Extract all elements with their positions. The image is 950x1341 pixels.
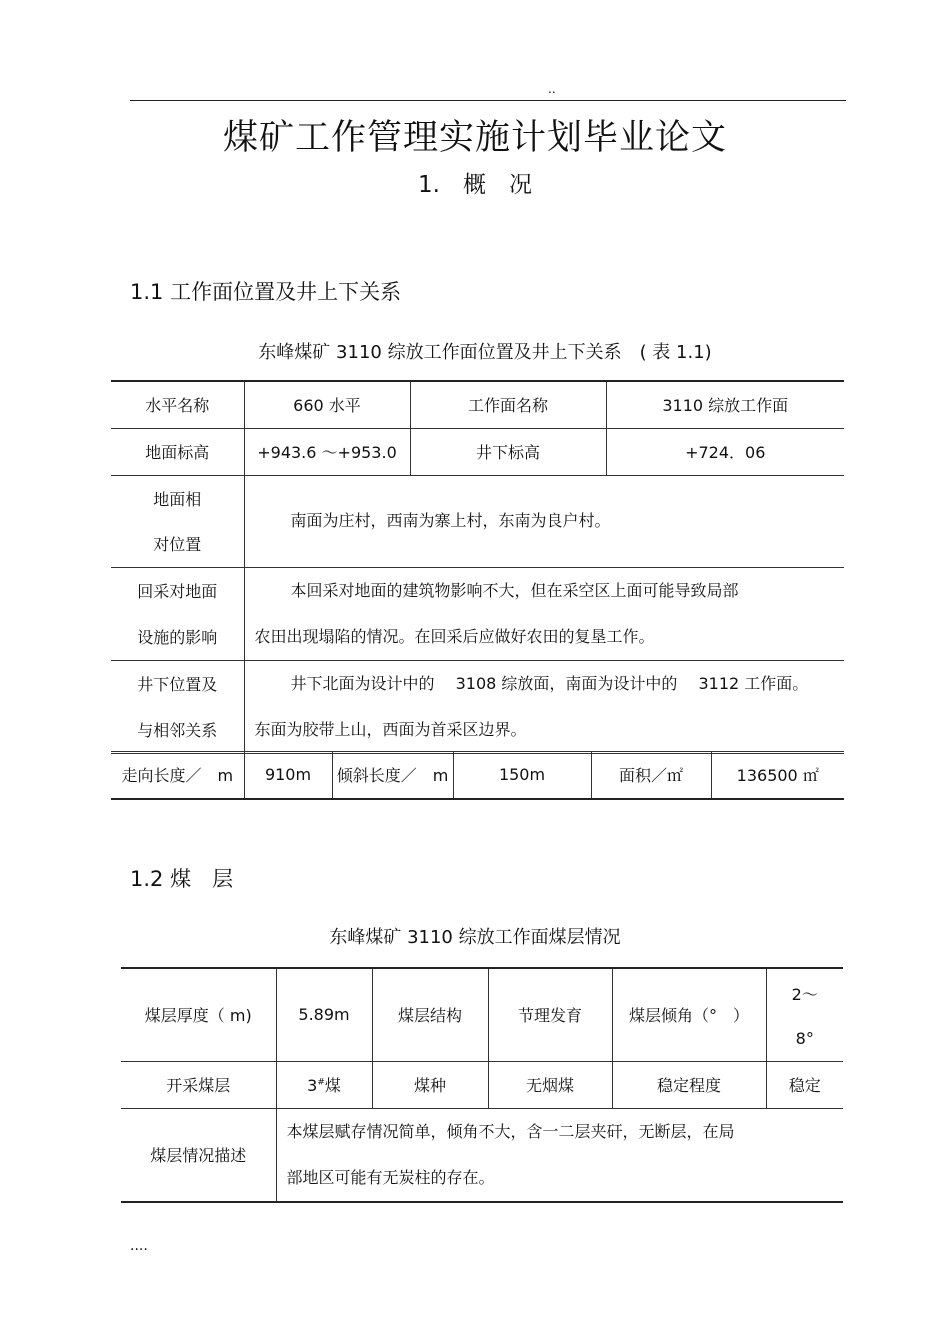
table-cell: 工作面名称: [410, 381, 606, 428]
table-row: [121, 968, 843, 1061]
table-cell: 无烟煤: [488, 1061, 612, 1108]
table-1-1-dimensions: [111, 751, 844, 800]
seam-number: 3: [307, 1076, 318, 1095]
table-cell: 3110 综放工作面: [606, 381, 844, 428]
dip-angle-line: 2～: [791, 984, 818, 1004]
table-row: [111, 752, 844, 799]
table-cell: [276, 1108, 843, 1202]
row-label-line: 地面相: [153, 490, 202, 509]
table-cell: +943.6 ～+953.0: [244, 428, 410, 475]
table-cell: 走向长度／ m: [111, 752, 244, 799]
table-cell: 煤层情况描述: [121, 1108, 276, 1202]
coal-seam-table: [121, 967, 843, 1203]
table-cell: [244, 475, 844, 567]
table-cell: [244, 660, 844, 753]
table-cell: +724．06: [606, 428, 844, 475]
coal-table-caption: 东峰煤矿 3110 综放工作面煤层情况: [329, 927, 621, 948]
table-cell: 面积／㎡: [591, 752, 711, 799]
table-cell: 节理发育: [488, 968, 612, 1061]
table-cell: 倾斜长度／ m: [332, 752, 453, 799]
table-cell: [111, 475, 244, 567]
section-1-1-heading: 1.1 工作面位置及井上下关系: [130, 280, 402, 304]
table-cell: 地面标高: [111, 428, 244, 475]
row-text-line: 农田出现塌陷的情况。在回采后应做好农田的复垦工作。: [254, 626, 655, 646]
row-text-line: 井下北面为设计中的 3108 综放面，南面为设计中的 3112 工作面。: [290, 673, 809, 693]
table-cell: 煤种: [372, 1061, 488, 1108]
table-cell: [111, 567, 244, 660]
table-1-1-caption: 东峰煤矿 3110 综放工作面位置及井上下关系 ( 表 1.1): [258, 342, 712, 363]
table-row: [111, 381, 844, 428]
table-cell: 5.89m: [276, 968, 372, 1061]
row-text-line: 东面为胶带上山，西面为首采区边界。: [254, 719, 527, 739]
page-title: 煤矿工作管理实施计划毕业论文: [222, 118, 727, 158]
table-cell: 910m: [244, 752, 332, 799]
section-1-2-heading: 1.2 煤 层: [130, 867, 234, 891]
row-label-line: 设施的影响: [137, 627, 218, 647]
row-text-line: 本回采对地面的建筑物影响不大，但在采空区上面可能导致局部: [290, 580, 739, 600]
table-cell: 136500 ㎡: [711, 752, 844, 799]
table-cell: [766, 968, 843, 1061]
row-text-line: 部地区可能有无炭柱的存在。: [286, 1167, 495, 1187]
table-row: [111, 428, 844, 475]
table-row: [121, 1061, 843, 1108]
table-cell: 煤层结构: [372, 968, 488, 1061]
seam-number-mark: #: [317, 1077, 325, 1088]
table-row: [121, 1108, 843, 1202]
table-cell: 150m: [453, 752, 591, 799]
table-cell: 煤层厚度（ m): [121, 968, 276, 1061]
table-row: [111, 567, 844, 660]
table-cell: 660 水平: [244, 381, 410, 428]
table-1-1: [111, 380, 844, 754]
row-label-line: 回采对地面: [137, 582, 218, 602]
header-rule: [130, 100, 846, 101]
table-cell: 煤层倾角（° ）: [612, 968, 766, 1061]
header-dots: ..: [548, 82, 556, 96]
table-cell: [244, 567, 844, 660]
table-cell: 稳定: [766, 1061, 843, 1108]
table-cell: 稳定程度: [612, 1061, 766, 1108]
seam-number-suffix: 煤: [324, 1076, 341, 1095]
row-text: 南面为庄村，西南为寨上村，东南为良户村。: [290, 511, 611, 530]
dip-angle-line: 8°: [795, 1029, 814, 1048]
table-cell: [276, 1061, 372, 1108]
table-cell: 井下标高: [410, 428, 606, 475]
chapter-heading: 1. 概 况: [418, 172, 532, 198]
footer-dots: ....: [130, 1238, 148, 1254]
table-cell: 开采煤层: [121, 1061, 276, 1108]
table-row: [111, 475, 844, 567]
table-row: [111, 660, 844, 753]
row-label-line: 与相邻关系: [137, 720, 218, 740]
table-cell: [111, 660, 244, 753]
row-label-line: 对位置: [153, 535, 202, 554]
row-text-line: 本煤层赋存情况简单，倾角不大，含一二层夹矸，无断层，在局: [286, 1121, 735, 1141]
table-cell: 水平名称: [111, 381, 244, 428]
row-label-line: 井下位置及: [137, 675, 218, 695]
